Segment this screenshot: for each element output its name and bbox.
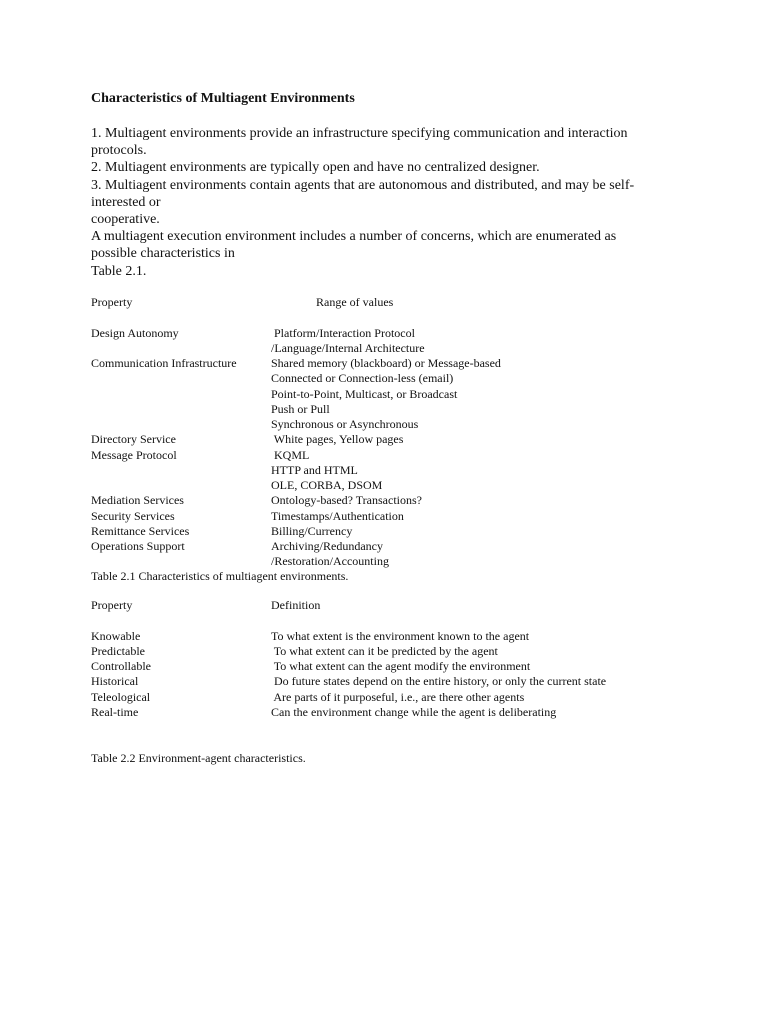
intro-line: interested or [91, 194, 161, 210]
property-cell: Mediation Services [91, 493, 184, 508]
property-cell: Remittance Services [91, 523, 190, 538]
property-cell: Knowable [91, 628, 141, 643]
value-cell: Connected or Connection-less (email) [271, 371, 454, 386]
value-cell: Synchronous or Asynchronous [271, 417, 419, 431]
intro-line: 3. Multiagent environments contain agents that are autonomous and distributed, and may be self- [91, 177, 635, 193]
value-cell: Archiving/Redundancy [271, 539, 383, 553]
intro-line: cooperative. [91, 212, 160, 228]
definition-cell: To what extent is the environment known to the agent [271, 628, 530, 643]
table-caption: Table 2.1 Characteristics of multiagent environments. [91, 569, 349, 583]
intro-line: possible characteristics in [91, 246, 235, 262]
property-cell: Security Services [91, 508, 175, 523]
property-cell: Design Autonomy [91, 325, 179, 340]
value-cell: Push or Pull [271, 401, 330, 416]
property-cell: Controllable [91, 659, 151, 673]
intro-paragraph [91, 125, 691, 280]
definition-cell: Are parts of it purposeful, i.e., are there other agents [271, 689, 525, 704]
property-cell: Communication Infrastructure [91, 356, 237, 370]
document-title: Characteristics of Multiagent Environments [91, 91, 355, 106]
value-cell: KQML [271, 447, 310, 462]
property-cell: Directory Service [91, 432, 176, 447]
column-header-definition: Definition [271, 598, 321, 612]
definition-cell: Do future states depend on the entire history, or only the current state [271, 674, 607, 689]
value-cell: Platform/Interaction Protocol [271, 325, 415, 340]
value-cell: Timestamps/Authentication [271, 508, 404, 523]
definition-cell: To what extent can the agent modify the environment [271, 659, 531, 673]
value-cell: /Restoration/Accounting [271, 554, 389, 569]
property-cell: Predictable [91, 643, 145, 658]
table-caption: Table 2.2 Environment-agent characteristics. [91, 751, 306, 765]
intro-line: Table 2.1. [91, 263, 147, 279]
property-cell: Real-time [91, 704, 139, 719]
intro-line: protocols. [91, 143, 147, 159]
property-cell: Operations Support [91, 539, 185, 553]
property-cell: Message Protocol [91, 447, 177, 462]
value-cell: HTTP and HTML [271, 462, 358, 477]
value-cell: White pages, Yellow pages [271, 432, 404, 447]
value-cell: Point-to-Point, Multicast, or Broadcast [271, 386, 458, 401]
intro-line: 1. Multiagent environments provide an infrastructure specifying communication and interaction [91, 126, 628, 141]
value-cell: /Language/Internal Architecture [271, 340, 425, 355]
column-header-property: Property [91, 598, 133, 612]
intro-line: A multiagent execution environment includes a number of concerns, which are enumerated as [91, 229, 617, 245]
definition-cell: To what extent can it be predicted by the agent [271, 643, 498, 658]
value-cell: Billing/Currency [271, 523, 353, 538]
definition-cell: Can the environment change while the agent is deliberating [271, 704, 557, 719]
column-header-range-of-values: Range of values [316, 295, 394, 309]
column-header-property: Property [91, 295, 133, 309]
property-cell: Teleological [91, 689, 151, 704]
property-cell: Historical [91, 674, 139, 689]
intro-line: 2. Multiagent environments are typically open and have no centralized designer. [91, 160, 540, 176]
value-cell: Ontology-based? Transactions? [271, 493, 422, 508]
value-cell: OLE, CORBA, DSOM [271, 478, 383, 492]
value-cell: Shared memory (blackboard) or Message-based [271, 356, 501, 370]
